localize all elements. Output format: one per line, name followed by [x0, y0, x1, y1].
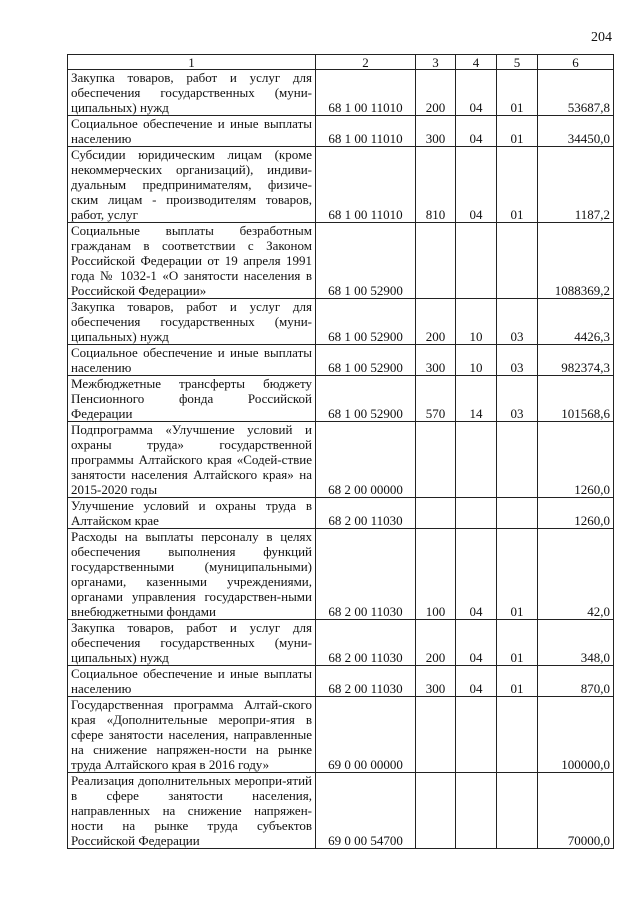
row-amount-cell: 34450,0 [538, 116, 614, 147]
table-row [68, 529, 614, 620]
table-row [68, 773, 614, 849]
row-name-cell: Улучшение условий и охраны труда в Алтайском крае [68, 498, 316, 529]
table-row [68, 498, 614, 529]
row-code-cell: 68 1 00 52900 [316, 223, 416, 299]
row-code-cell: 68 1 00 52900 [316, 345, 416, 376]
row-amount-cell: 42,0 [538, 529, 614, 620]
row-subsection-cell [497, 697, 538, 773]
row-code-cell: 69 0 00 00000 [316, 697, 416, 773]
table-row [68, 116, 614, 147]
row-name-cell: Социальные выплаты безработным гражданам в соответствии с Законом Российской Федерации от 19 апреля 1991 года № 1032-1 «О занятости населения в Российской Федерации» [68, 223, 316, 299]
table-row [68, 345, 614, 376]
row-code-cell: 68 2 00 00000 [316, 422, 416, 498]
row-expense-type-cell: 300 [416, 345, 456, 376]
row-code-cell: 68 2 00 11030 [316, 529, 416, 620]
header-col-5: 5 [497, 55, 538, 70]
row-amount-cell: 4426,3 [538, 299, 614, 345]
row-section-cell: 04 [456, 147, 497, 223]
budget-table [67, 54, 614, 849]
row-section-cell [456, 773, 497, 849]
row-name-cell: Социальное обеспечение и иные выплаты населению [68, 116, 316, 147]
row-section-cell [456, 498, 497, 529]
row-subsection-cell [497, 498, 538, 529]
row-section-cell [456, 697, 497, 773]
row-subsection-cell: 01 [497, 529, 538, 620]
row-section-cell [456, 422, 497, 498]
row-section-cell: 04 [456, 529, 497, 620]
row-expense-type-cell [416, 697, 456, 773]
table-row [68, 422, 614, 498]
header-row [68, 55, 614, 70]
row-section-cell: 04 [456, 666, 497, 697]
table-row [68, 376, 614, 422]
row-name-cell: Реализация дополнительных меропри-ятий в сфере занятости населения, направленных на снижение напряжен-ности на рынке труда субъектов Российской Федерации [68, 773, 316, 849]
row-section-cell: 04 [456, 620, 497, 666]
row-expense-type-cell: 200 [416, 299, 456, 345]
row-name-cell: Субсидии юридическим лицам (кроме некоммерческих организаций), индиви-дуальным предпринимателям, физиче-ским лицам - производителям товаров, работ, услуг [68, 147, 316, 223]
row-subsection-cell [497, 422, 538, 498]
row-amount-cell: 100000,0 [538, 697, 614, 773]
row-expense-type-cell: 300 [416, 666, 456, 697]
header-col-3: 3 [416, 55, 456, 70]
table-row [68, 147, 614, 223]
row-code-cell: 68 1 00 11010 [316, 70, 416, 116]
row-expense-type-cell: 200 [416, 70, 456, 116]
row-code-cell: 68 1 00 52900 [316, 299, 416, 345]
table-row [68, 666, 614, 697]
table-row [68, 70, 614, 116]
row-code-cell: 68 2 00 11030 [316, 620, 416, 666]
row-subsection-cell: 01 [497, 666, 538, 697]
row-amount-cell: 1088369,2 [538, 223, 614, 299]
row-subsection-cell: 01 [497, 147, 538, 223]
row-expense-type-cell: 300 [416, 116, 456, 147]
row-subsection-cell [497, 773, 538, 849]
row-code-cell: 68 1 00 11010 [316, 116, 416, 147]
row-amount-cell: 348,0 [538, 620, 614, 666]
row-amount-cell: 1260,0 [538, 498, 614, 529]
row-amount-cell: 101568,6 [538, 376, 614, 422]
row-name-cell: Закупка товаров, работ и услуг для обеспечения государственных (муни-ципальных) нужд [68, 70, 316, 116]
row-name-cell: Закупка товаров, работ и услуг для обеспечения государственных (муни-ципальных) нужд [68, 299, 316, 345]
header-col-6: 6 [538, 55, 614, 70]
row-expense-type-cell [416, 773, 456, 849]
row-subsection-cell: 01 [497, 70, 538, 116]
row-section-cell: 04 [456, 70, 497, 116]
table-row [68, 299, 614, 345]
row-subsection-cell: 03 [497, 345, 538, 376]
row-subsection-cell: 03 [497, 376, 538, 422]
row-code-cell: 69 0 00 54700 [316, 773, 416, 849]
row-expense-type-cell [416, 422, 456, 498]
header-col-2: 2 [316, 55, 416, 70]
row-amount-cell: 1187,2 [538, 147, 614, 223]
row-expense-type-cell: 570 [416, 376, 456, 422]
table-row [68, 620, 614, 666]
row-subsection-cell: 03 [497, 299, 538, 345]
row-section-cell: 14 [456, 376, 497, 422]
row-amount-cell: 53687,8 [538, 70, 614, 116]
row-code-cell: 68 1 00 52900 [316, 376, 416, 422]
row-amount-cell: 1260,0 [538, 422, 614, 498]
row-section-cell: 10 [456, 345, 497, 376]
header-col-1: 1 [68, 55, 316, 70]
row-expense-type-cell: 200 [416, 620, 456, 666]
table-row [68, 223, 614, 299]
row-name-cell: Подпрограмма «Улучшение условий и охраны труда» государственной программы Алтайского края «Содей-ствие занятости населения Алтайского края» на 2015-2020 годы [68, 422, 316, 498]
row-name-cell: Межбюджетные трансферты бюджету Пенсионного фонда Российской Федерации [68, 376, 316, 422]
row-section-cell: 04 [456, 116, 497, 147]
row-name-cell: Расходы на выплаты персоналу в целях обеспечения выполнения функций государственными (муниципальными) органами, казенными учреждениями, органами управления государствен-ными внебюджетными фондами [68, 529, 316, 620]
row-amount-cell: 870,0 [538, 666, 614, 697]
row-code-cell: 68 2 00 11030 [316, 498, 416, 529]
row-expense-type-cell [416, 498, 456, 529]
page-number: 204 [591, 30, 612, 45]
row-expense-type-cell: 100 [416, 529, 456, 620]
row-section-cell [456, 223, 497, 299]
row-name-cell: Закупка товаров, работ и услуг для обеспечения государственных (муни-ципальных) нужд [68, 620, 316, 666]
row-amount-cell: 70000,0 [538, 773, 614, 849]
table-row [68, 697, 614, 773]
header-col-4: 4 [456, 55, 497, 70]
row-subsection-cell [497, 223, 538, 299]
row-name-cell: Государственная программа Алтай-ского края «Дополнительные меропри-ятия в сфере занятости населения, направленные на снижение напряжен-ности на рынке труда Алтайского края в 2016 году» [68, 697, 316, 773]
row-subsection-cell: 01 [497, 116, 538, 147]
row-amount-cell: 982374,3 [538, 345, 614, 376]
row-code-cell: 68 1 00 11010 [316, 147, 416, 223]
row-code-cell: 68 2 00 11030 [316, 666, 416, 697]
row-expense-type-cell [416, 223, 456, 299]
row-name-cell: Социальное обеспечение и иные выплаты населению [68, 666, 316, 697]
row-subsection-cell: 01 [497, 620, 538, 666]
row-expense-type-cell: 810 [416, 147, 456, 223]
row-section-cell: 10 [456, 299, 497, 345]
row-name-cell: Социальное обеспечение и иные выплаты населению [68, 345, 316, 376]
